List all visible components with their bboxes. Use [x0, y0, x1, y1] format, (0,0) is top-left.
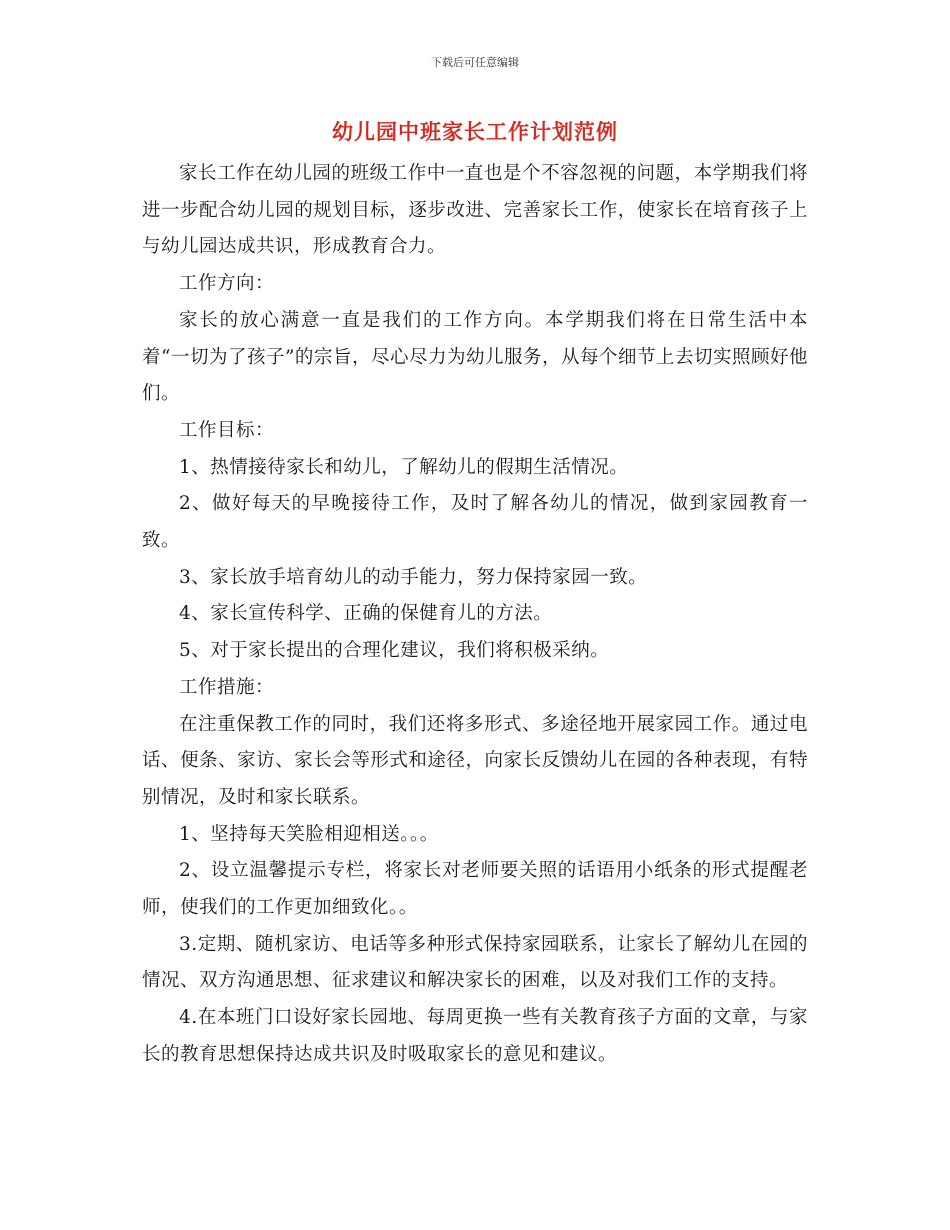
measure-item-1: 1、坚持每天笑脸相迎相送。。。: [179, 823, 439, 845]
measure-item-2: 2、设立温馨提示专栏，将家长对老师要关照的话语用小纸条的形式提醒老师，使我们的工作更加细致化。。: [142, 860, 808, 919]
section-heading-direction: 工作方向：: [179, 273, 275, 295]
measure-item-3: 3.定期、随机家访、电话等多种形式保持家园联系，让家长了解幼儿在园的情况、双方沟通思想、征求建议和解决家长的困难，以及对我们工作的支持。: [142, 933, 808, 992]
measure-item-4: 4.在本班门口设好家长园地、每周更换一些有关教育孩子方面的文章，与家长的教育思想保持达成共识及时吸取家长的意见和建议。: [142, 1007, 808, 1065]
goal-item-3: 3、家长放手培育幼儿的动手能力，努力保持家园一致。: [179, 566, 648, 588]
goal-item-2: 2、做好每天的早晚接待工作，及时了解各幼儿的情况，做到家园教育一致。: [142, 493, 808, 552]
goal-item-4: 4、家长宣传科学、正确的保健育儿的方法。: [179, 603, 553, 625]
goal-item-5: 5、对于家长提出的合理化建议，我们将积极采纳。: [179, 640, 610, 662]
direction-paragraph: 家长的放心满意一直是我们的工作方向。本学期我们将在日常生活中本着“一切为了孩子”的宗旨，尽心尽力为幼儿服务，从每个细节上去切实照顾好他们。: [142, 309, 808, 405]
measures-paragraph: 在注重保教工作的同时，我们还将多形式、多途径地开展家园工作。通过电话、便条、家访、家长会等形式和途径，向家长反馈幼儿在园的各种表现，有特别情况，及时和家长联系。: [142, 713, 808, 808]
header-note: 下载后可任意编辑: [431, 56, 519, 69]
goal-item-1: 1、热情接待家长和幼儿，了解幼儿的假期生活情况。: [179, 456, 629, 478]
intro-paragraph: 家长工作在幼儿园的班级工作中一直也是个不容忽视的问题，本学期我们将进一步配合幼儿园的规划目标，逐步改进、完善家长工作，使家长在培育孩子上与幼儿园达成共识，形成教育合力。: [142, 163, 808, 258]
section-heading-goals: 工作目标：: [179, 419, 275, 441]
document-title: 幼儿园中班家长工作计划范例: [332, 120, 618, 144]
section-heading-measures: 工作措施：: [179, 676, 275, 698]
document-body: [142, 156, 808, 1074]
